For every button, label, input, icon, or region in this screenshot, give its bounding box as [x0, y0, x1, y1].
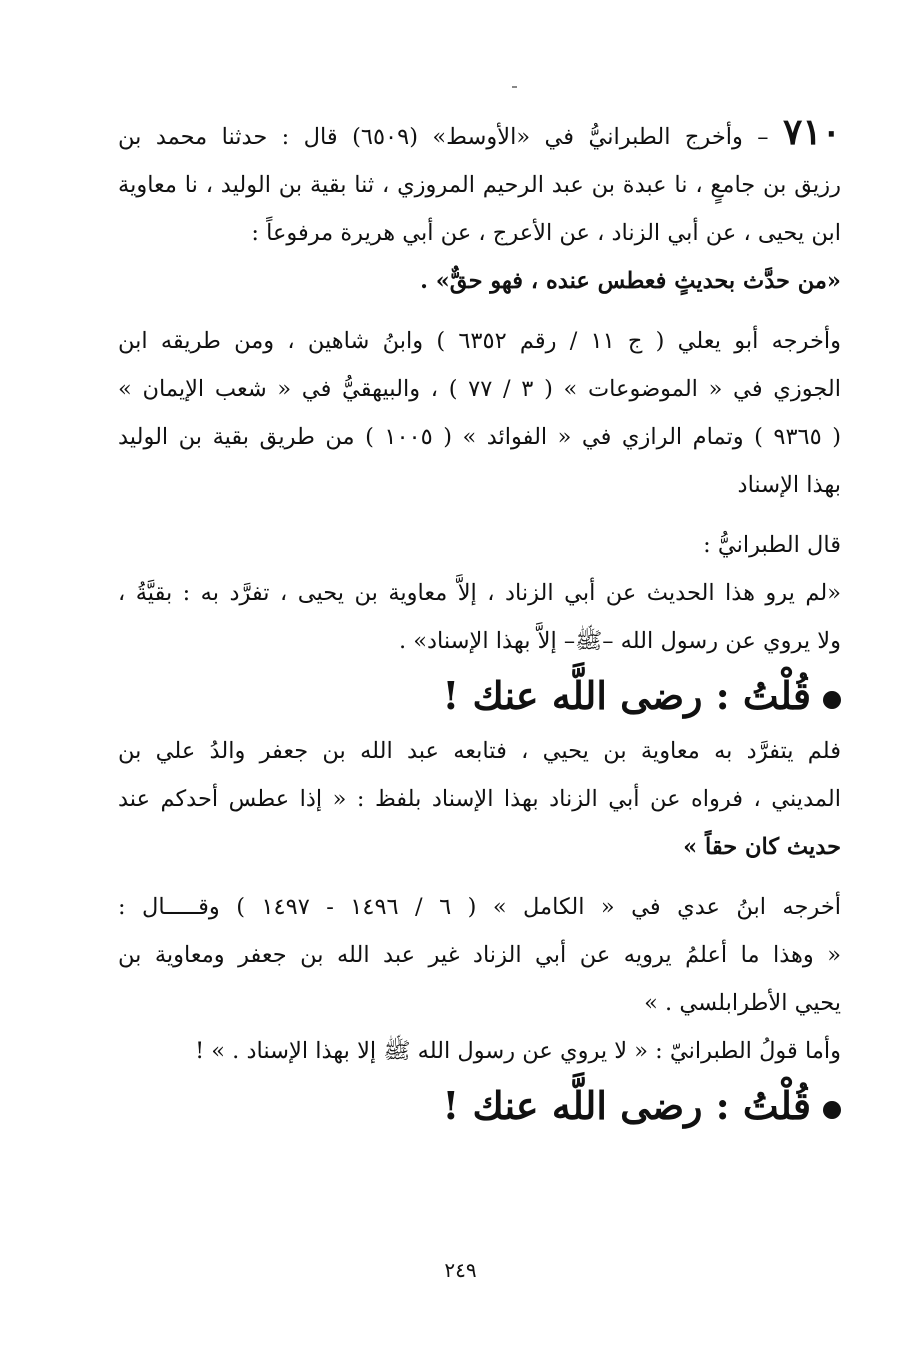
takhrij-line-2: الجوزي في « الموضوعات » ( ٣ / ٧٧ ) ، والبيهقيُّ في « شعب الإيمان » — [118, 376, 841, 402]
tabarani-heading: قال الطبرانيُّ : — [703, 532, 841, 558]
bullet-icon — [823, 1101, 841, 1119]
response-line-1: فلم يتفرَّد به معاوية بن يحيي ، فتابعه عبد الله بن جعفر والدُ علي بن — [118, 738, 841, 764]
hadith-first-line — [118, 108, 841, 161]
takhrij-line-4: بهذا الإسناد — [737, 472, 841, 498]
takhrij-line-1: وأخرجه أبو يعلي ( ج ١١ / رقم ٦٣٥٢ ) وابنُ شاهين ، ومن طريقه ابن — [118, 328, 841, 354]
qult-heading-1: قُلْتُ : رضى اللَّه عنك ! — [118, 665, 841, 727]
response-line-2: المديني ، فرواه عن أبي الزناد بهذا الإسناد بلفظ : « إذا عطس أحدكم عند — [118, 786, 841, 812]
hadith-isnad-line-1: – وأخرج الطبرانيُّ في «الأوسط» (٦٥٠٩) قال : حدثنا محمد بن — [118, 124, 769, 150]
qult-heading-2: قُلْتُ : رضى اللَّه عنك ! — [118, 1075, 841, 1137]
tabarani-quote-line-2: ولا يروي عن رسول الله –ﷺ– إلاَّ بهذا الإسناد» . — [398, 628, 841, 654]
response-line-3: حديث كان حقاً » — [683, 834, 841, 860]
takhrij-line-3: ( ٩٣٦٥ ) وتمام الرازي في « الفوائد » ( ١٠٠٥ ) من طريق بقية بن الوليد — [118, 424, 841, 450]
response-block — [118, 727, 841, 871]
page-number: ٢٤٩ — [444, 1258, 477, 1282]
ibn-adi-line-2: « وهذا ما أعلمُ يرويه عن أبي الزناد غير عبد الله بن جعفر ومعاوية بن — [118, 942, 841, 968]
bullet-icon — [823, 691, 841, 709]
page-mark — [512, 86, 517, 88]
hadith-number: ٧١٠ — [782, 111, 841, 153]
hadith-block — [118, 108, 841, 305]
hadith-text: «من حدَّث بحديثٍ فعطس عنده ، فهو حقٌّ» . — [420, 268, 841, 294]
hadith-isnad-line-2: رزيق بن جامعٍ ، نا عبدة بن عبد الرحيم المروزي ، ثنا بقية بن الوليد ، نا معاوية — [118, 172, 841, 198]
tabarani-quote-line-1: «لم يرو هذا الحديث عن أبي الزناد ، إلاَّ معاوية بن يحيى ، تفرَّد به : بقيَّةُ ، — [118, 580, 841, 606]
hadith-isnad-line-3: ابن يحيى ، عن أبي الزناد ، عن الأعرج ، عن أبي هريرة مرفوعاً : — [251, 220, 841, 246]
ibn-adi-line-1: أخرجه ابنُ عدي في « الكامل » ( ٦ / ١٤٩٦ - ١٤٩٧ ) وقـــــال : — [118, 894, 841, 920]
takhrij-block — [118, 317, 841, 509]
tabarani-note — [118, 521, 841, 665]
ibn-adi-line-3: يحيي الأطرابلسي . » — [644, 990, 841, 1016]
closing-line: وأما قولُ الطبرانيّ : « لا يروي عن رسول الله ﷺ إلا بهذا الإسناد . » ! — [195, 1038, 841, 1064]
ibn-adi-block — [118, 883, 841, 1075]
